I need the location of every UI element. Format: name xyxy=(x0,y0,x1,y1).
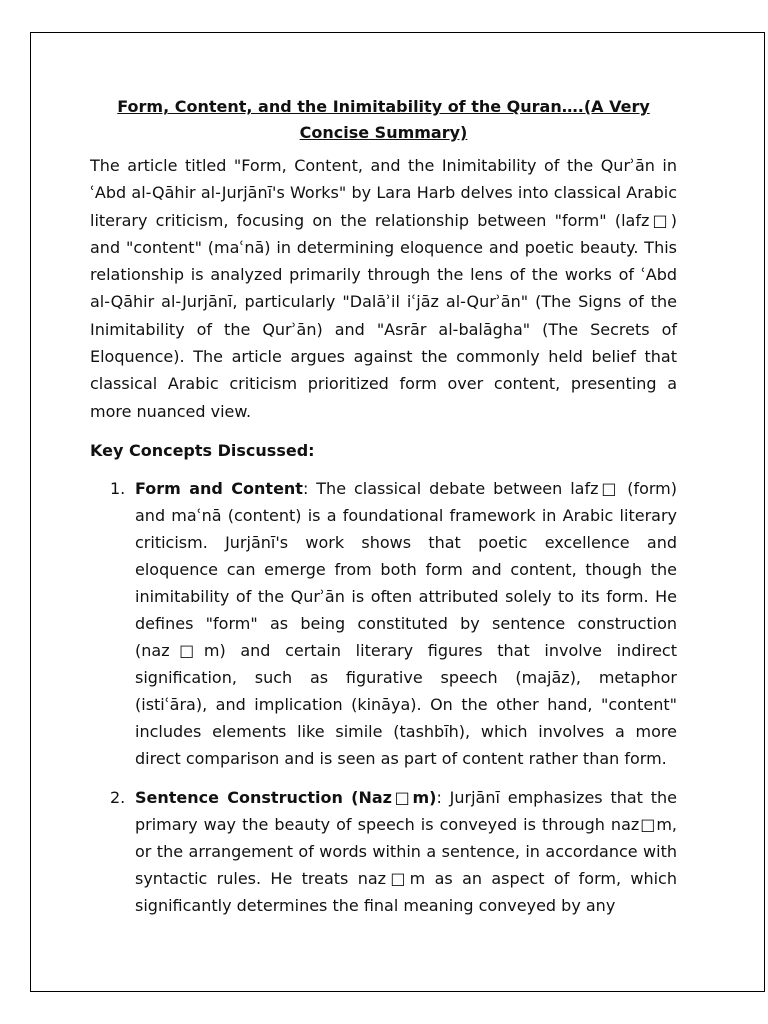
list-item-text: : Jurjānī emphasizes that the primary way the beauty of speech is conveyed is through naz□m, or the arrangement of words within a sentence, in accordance with syntactic rules. He treats naz□m as an aspect of form, which significantly determines the final meaning conveyed by any xyxy=(135,787,677,915)
list-item-text: : The classical debate between lafz□ (form) and maʿnā (content) is a foundational framework in Arabic literary criticism. Jurjānī's work shows that poetic excellence and eloquence can emerge from both form and content, though the inimitability of the Qurʾān is often attributed solely to its form. He defines "form" as being constituted by sentence construction (naz□m) and certain literary figures that involve indirect signification, such as figurative speech (majāz), metaphor (istiʿāra), and implication (kināya). On the other hand, "content" includes elements like simile (tashbīh), which involves a more direct comparison and is seen as part of content rather than form. xyxy=(135,478,678,768)
document-title: Form, Content, and the Inimitability of the Quran….(A Very Concise Summary) xyxy=(117,97,650,142)
document-body xyxy=(90,94,677,931)
list-item-number: 2. xyxy=(110,787,126,807)
key-concepts-heading: Key Concepts Discussed: xyxy=(90,440,315,460)
list-item-title: Sentence Construction (Naz□m) xyxy=(135,787,437,807)
intro-paragraph: The article titled "Form, Content, and the Inimitability of the Qurʾān in ʿAbd al-Qāhir al-Jurjānī's Works" by Lara Harb delves into classical Arabic literary criticism, focusing on the relationship between "form" (lafz□) and "content" (maʿnā) in determining eloquence and poetic beauty. This relationship is analyzed primarily through the lens of the works of ʿAbd al-Qāhir al-Jurjānī, particularly "Dalāʾil iʿjāz al-Qurʾān" (The Signs of the Inimitability of the Qurʾān) and "Asrār al-balāgha" (The Secrets of Eloquence). The article argues against the commonly held belief that classical Arabic criticism prioritized form over content, presenting a more nuanced view. xyxy=(90,156,677,421)
list-item xyxy=(90,475,677,772)
key-concepts-list xyxy=(90,475,677,919)
list-item-number: 1. xyxy=(110,478,126,498)
list-item-title: Form and Content xyxy=(135,478,303,498)
list-item xyxy=(90,784,677,919)
